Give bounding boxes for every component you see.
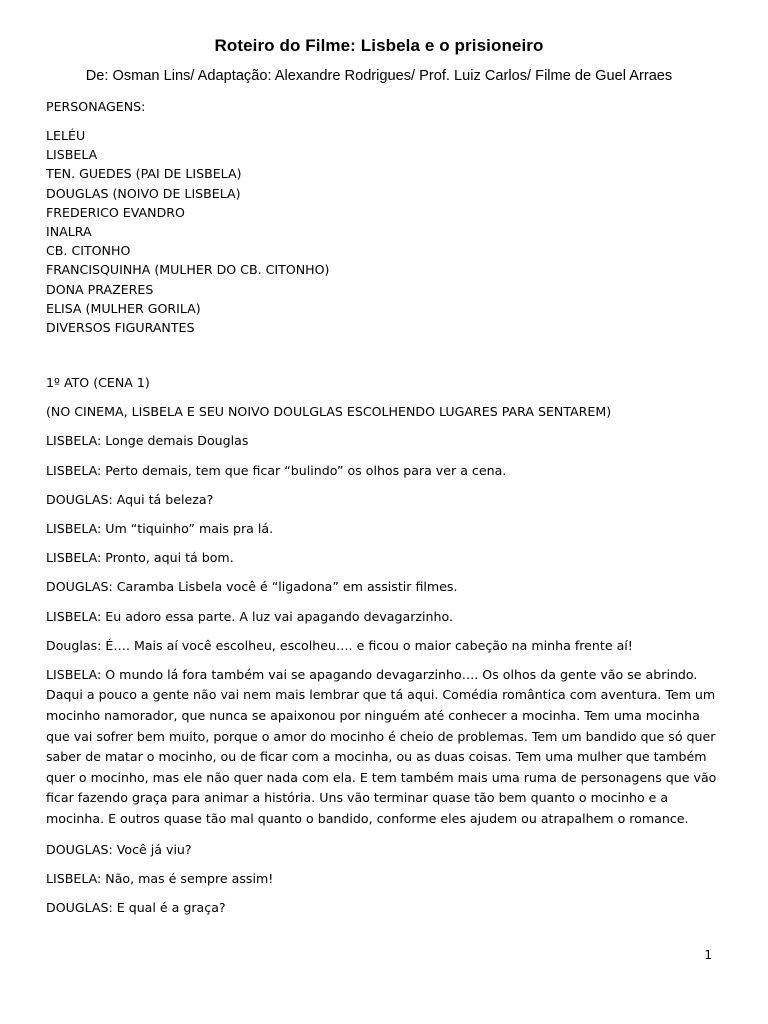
character-item: DOUGLAS (NOIVO DE LISBELA): [46, 185, 241, 201]
dialogue-line: LISBELA: Não, mas é sempre assim!: [46, 871, 274, 886]
dialogue-line: Douglas: É…. Mais aí você escolheu, escolheu…. e ficou o maior cabeção na minha frente aí!: [46, 637, 633, 653]
characters-list: [46, 126, 329, 337]
character-item: ELISA (MULHER GORILA): [46, 300, 201, 316]
character-item: FRANCISQUINHA (MULHER DO CB. CITONHO): [46, 262, 330, 278]
dialogue-line: DOUGLAS: Aqui tá beleza?: [46, 491, 214, 507]
dialogue-line: LISBELA: Longe demais Douglas: [46, 433, 249, 449]
stage-direction: (NO CINEMA, LISBELA E SEU NOIVO DOULGLAS ESCOLHENDO LUGARES PARA SENTAREM): [46, 404, 612, 420]
dialogue-paragraph: LISBELA: O mundo lá fora também vai se apagando devagarzinho…. Os olhos da gente vão se abrindo. Daqui a pouco a gente não vai nem mais lembrar que tá aqui. Comédia romântica com aventura. Tem um mocinho namorador, que nunca se apaixonou por ninguém até conhecer a mocinha. Tem uma mocinha que vai sofrer bem muito, porque o amor do mocinho é cheio de problemas. Tem um bandido que só quer saber de matar o mocinho, ou de ficar com a mocinha, ou as duas coisas. Tem uma mulher que também quer o mocinho, mas ele não quer nada com ela. E tem também mais uma ruma de personagens que vão ficar fazendo graça para animar a história. Uns vão terminar quase tão bem quanto o mocinho e a mocinha. E outros quase tão mal quanto o bandido, conforme eles ajudem ou atrapalhem o romance.: [46, 666, 717, 827]
character-item: FREDERICO EVANDRO: [46, 204, 185, 220]
character-item: LISBELA: [46, 147, 98, 163]
character-item: TEN. GUEDES (PAI DE LISBELA): [46, 166, 242, 182]
dialogue-line: DOUGLAS: Caramba Lisbela você é “ligadona” em assistir filmes.: [46, 579, 458, 595]
character-item: LELÉU: [46, 128, 86, 143]
character-item: INALRA: [46, 224, 92, 240]
document-title: Roteiro do Filme: Lisbela e o prisioneiro: [214, 36, 544, 55]
document-subtitle: De: Osman Lins/ Adaptação: Alexandre Rodrigues/ Prof. Luiz Carlos/ Filme de Guel Arraes: [85, 68, 673, 84]
character-item: CB. CITONHO: [46, 243, 131, 259]
characters-heading: PERSONAGENS:: [46, 99, 146, 114]
dialogue-line: LISBELA: Um “tiquinho” mais pra lá.: [46, 520, 274, 536]
dialogue-line: DOUGLAS: Você já viu?: [46, 841, 192, 857]
character-item: DIVERSOS FIGURANTES: [46, 320, 195, 336]
dialogue-line: LISBELA: Eu adoro essa parte. A luz vai apagando devagarzinho.: [46, 608, 453, 624]
dialogue-line: LISBELA: Pronto, aqui tá bom.: [46, 550, 234, 566]
page-number: 1: [704, 948, 712, 962]
dialogue-line: LISBELA: Perto demais, tem que ficar “bulindo” os olhos para ver a cena.: [46, 462, 507, 478]
dialogue-line: DOUGLAS: E qual é a graça?: [46, 900, 226, 916]
character-item: DONA PRAZERES: [46, 281, 154, 297]
act-heading: 1º ATO (CENA 1): [46, 375, 150, 390]
script-body: [46, 373, 718, 927]
